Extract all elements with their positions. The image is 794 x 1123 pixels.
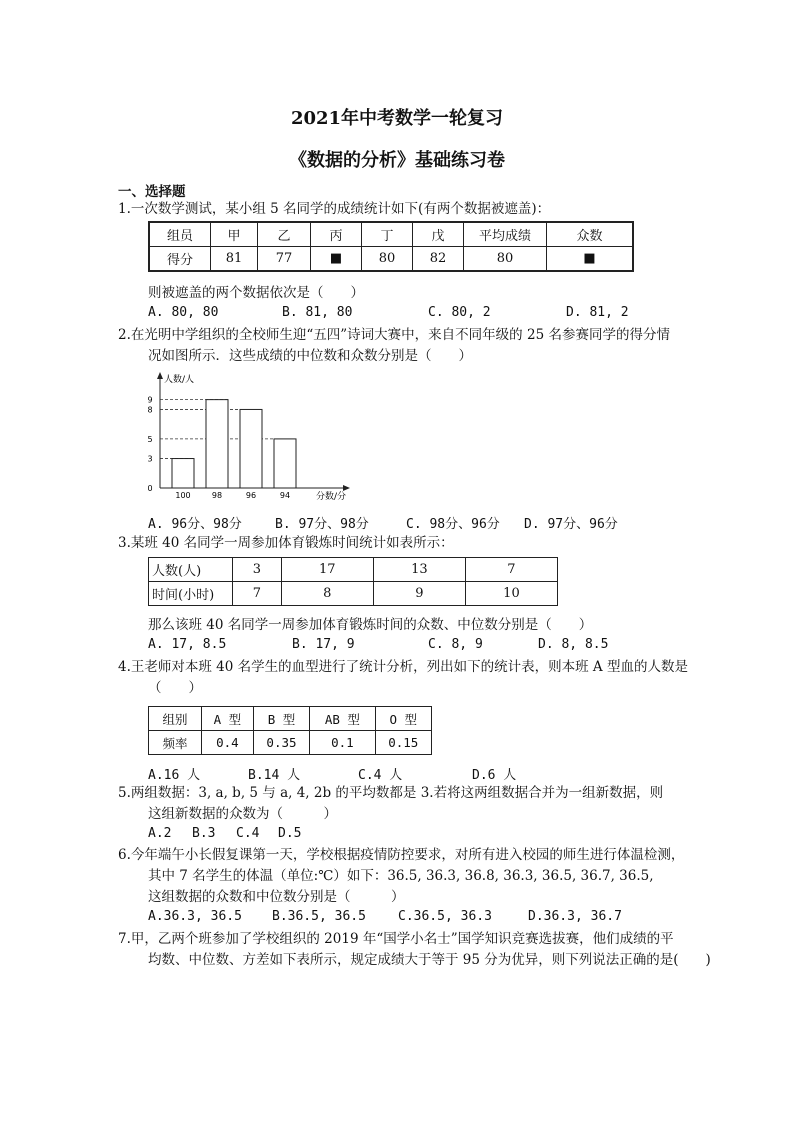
q3-option-c[interactable]: C. 8, 9: [428, 637, 483, 652]
q1-option-d[interactable]: D. 81, 2: [566, 305, 629, 320]
q4-option-d[interactable]: D.6 人: [472, 768, 517, 783]
table-cell: B 型: [253, 707, 309, 731]
q6-stem-line3: 这组数据的众数和中位数分别是（ ）: [148, 889, 405, 905]
q5-stem-line2: 这组新数据的众数为（ ）: [148, 806, 337, 822]
q3-option-a[interactable]: A. 17, 8.5: [148, 637, 227, 652]
x-category-label: 94: [279, 491, 291, 500]
y-axis-label: 人数/人: [164, 375, 195, 385]
table-row: [149, 731, 432, 755]
table-cell: 乙: [258, 222, 311, 247]
q2-option-b[interactable]: B. 97分、98分: [275, 517, 369, 532]
q5-option-b[interactable]: B.3: [192, 826, 216, 841]
page-subtitle: 《数据的分析》基础练习卷: [289, 150, 505, 171]
table-cell: 丙: [311, 222, 362, 247]
q3-option-b[interactable]: B. 17, 9: [292, 637, 355, 652]
q2-option-c[interactable]: C. 98分、96分: [406, 517, 500, 532]
section-heading: 一、选择题: [118, 184, 186, 200]
table-cell: 82: [413, 247, 464, 272]
q4-option-b[interactable]: B.14 人: [248, 768, 301, 783]
table-cell: 80: [464, 247, 547, 272]
y-tick-label: 9: [147, 395, 153, 405]
q7-stem-line2: 均数、中位数、方差如下表所示，规定成绩大于等于 95 分为优异，则下列说法正确的是( ): [148, 952, 711, 968]
table-cell: 81: [211, 247, 258, 272]
table-row: [149, 247, 633, 272]
table-cell: A 型: [202, 707, 254, 731]
q4-stem-line2: （ ）: [148, 680, 202, 696]
x-category-label: 96: [245, 491, 257, 500]
table-cell: 0.35: [253, 731, 309, 755]
q5-option-c[interactable]: C.4: [236, 826, 260, 841]
masked-cell: ■: [311, 247, 362, 272]
table-row: [149, 707, 432, 731]
q1-option-c[interactable]: C. 80, 2: [428, 305, 491, 320]
bar-94: [274, 439, 296, 488]
q6-stem-line1: 6.今年端午小长假复课第一天，学校根据疫情防控要求，对所有进入校园的师生进行体温检测，: [118, 847, 685, 863]
table-cell: 9: [373, 582, 465, 606]
table-cell: O 型: [375, 707, 431, 731]
q4-stem-line1: 4.王老师对本班 40 名学生的血型进行了统计分析，列出如下的统计表，则本班 A 型血的人数是: [118, 659, 688, 675]
q1-score-table: [148, 221, 634, 272]
table-cell: 7: [465, 558, 557, 582]
table-cell: 0.1: [310, 731, 375, 755]
table-cell: 戊: [413, 222, 464, 247]
y-tick-label: 5: [147, 434, 153, 444]
y-tick-label: 0: [147, 484, 153, 493]
table-cell: 丁: [362, 222, 413, 247]
q1-stem: 1.一次数学测试，某小组 5 名同学的成绩统计如下(有两个数据被遮盖)：: [118, 201, 551, 217]
q6-stem-line2: 其中 7 名学生的体温（单位:℃）如下：36.5, 36.3, 36.8, 36.3, 36.5, 36.7, 36.5,: [148, 868, 654, 884]
table-cell: 频率: [149, 731, 202, 755]
q1-option-a[interactable]: A. 80, 80: [148, 305, 219, 320]
table-cell: 众数: [547, 222, 634, 247]
y-tick-label: 8: [147, 405, 153, 415]
table-cell: 80: [362, 247, 413, 272]
q2-option-a[interactable]: A. 96分、98分: [148, 517, 242, 532]
y-tick-label: 3: [147, 454, 153, 464]
table-cell: 3: [233, 558, 282, 582]
q6-option-b[interactable]: B.36.5, 36.5: [272, 909, 366, 924]
q2-option-d[interactable]: D. 97分、96分: [524, 517, 618, 532]
q4-blood-type-table: [148, 706, 432, 755]
q3-stem: 3.某班 40 名同学一周参加体育锻炼时间统计如表所示：: [118, 535, 454, 551]
table-cell: 10: [465, 582, 557, 606]
q5-option-a[interactable]: A.2: [148, 826, 172, 841]
q1-question: 则被遮盖的两个数据依次是（ ）: [148, 285, 364, 301]
q2-stem-line2: 况如图所示．这些成绩的中位数和众数分别是（ ）: [148, 348, 472, 364]
q2-stem-line1: 2.在光明中学组织的全校师生迎“五四”诗词大赛中，来自不同年级的 25 名参赛同学的得分情: [118, 327, 670, 343]
table-cell: 0.15: [375, 731, 431, 755]
bar-98: [206, 400, 228, 488]
table-cell: 17: [281, 558, 373, 582]
table-row: [149, 222, 633, 247]
x-axis-arrow-icon: [343, 485, 350, 491]
y-axis-arrow-icon: [157, 372, 163, 379]
x-category-label: 100: [175, 491, 191, 500]
q2-bar-chart: [140, 368, 360, 506]
bar-100: [172, 459, 194, 488]
q6-option-a[interactable]: A.36.3, 36.5: [148, 909, 242, 924]
q3-option-d[interactable]: D. 8, 8.5: [538, 637, 609, 652]
q7-stem-line1: 7.甲，乙两个班参加了学校组织的 2019 年“国学小名士”国学知识竞赛选拔赛，他们成绩的平: [118, 931, 674, 947]
table-cell: 组别: [149, 707, 202, 731]
table-cell: 77: [258, 247, 311, 272]
table-row: [149, 582, 558, 606]
q6-option-c[interactable]: C.36.5, 36.3: [398, 909, 492, 924]
q4-option-c[interactable]: C.4 人: [358, 768, 403, 783]
x-category-label: 98: [211, 491, 223, 500]
table-cell: 甲: [211, 222, 258, 247]
table-cell: 得分: [149, 247, 211, 272]
masked-cell: ■: [547, 247, 634, 272]
q1-option-b[interactable]: B. 81, 80: [282, 305, 353, 320]
table-cell: 7: [233, 582, 282, 606]
q6-option-d[interactable]: D.36.3, 36.7: [528, 909, 622, 924]
q3-exercise-table: [148, 557, 558, 606]
table-row: [149, 558, 558, 582]
q4-option-a[interactable]: A.16 人: [148, 768, 201, 783]
table-cell: 平均成绩: [464, 222, 547, 247]
x-axis-label: 分数/分: [316, 492, 347, 502]
table-cell: 人数(人): [149, 558, 233, 582]
table-cell: 0.4: [202, 731, 254, 755]
table-cell: 时间(小时): [149, 582, 233, 606]
bar-96: [240, 409, 262, 488]
table-cell: 8: [281, 582, 373, 606]
table-cell: 13: [373, 558, 465, 582]
q5-stem-line1: 5.两组数据：3, a, b, 5 与 a, 4, 2b 的平均数都是 3.若将这两组数据合并为一组新数据，则: [118, 785, 664, 801]
table-cell: AB 型: [310, 707, 375, 731]
page-title: 2021年中考数学一轮复习: [290, 108, 504, 129]
q3-question: 那么该班 40 名同学一周参加体育锻炼时间的众数、中位数分别是（ ）: [148, 617, 593, 633]
q5-option-d[interactable]: D.5: [278, 826, 302, 841]
table-cell: 组员: [149, 222, 211, 247]
